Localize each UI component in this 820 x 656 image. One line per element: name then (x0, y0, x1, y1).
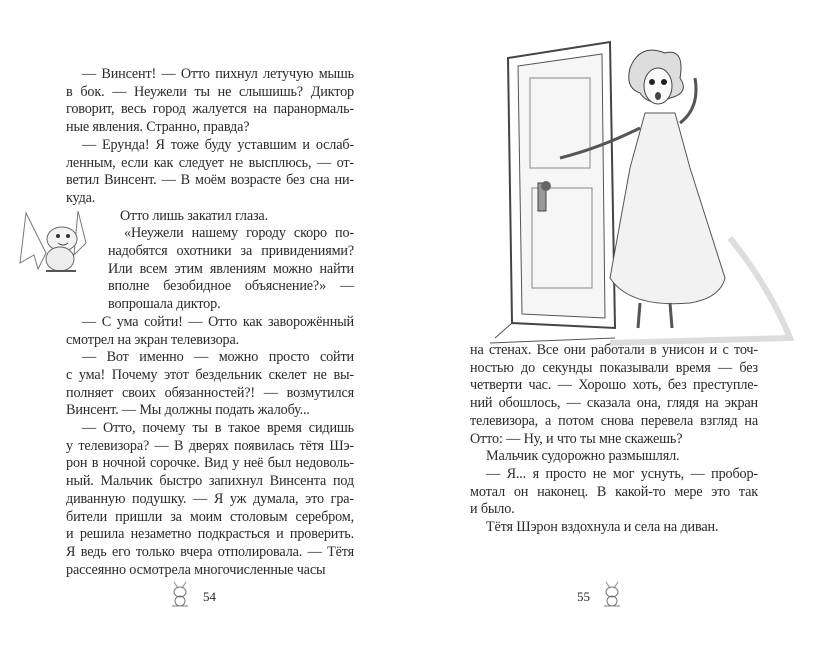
text-line: — Вот именно — можно просто сойти (82, 349, 354, 366)
text-line: и решила незаметно подкрасться и проверить. (66, 526, 354, 543)
page-number: 55 (577, 589, 590, 604)
left-page-text (66, 66, 354, 579)
text-line: — Отто, почему ты в такое время сидишь (82, 420, 354, 437)
text-line: куда. (66, 189, 96, 206)
text-line: Или всем этим явлениям можно найти (108, 260, 354, 277)
door-girl-illustration (490, 38, 800, 348)
text-line: диванную подушку. — Я уж думала, это гра- (66, 490, 354, 507)
paragraph (470, 519, 758, 537)
text-line: вполне безобидное объяснение?» — (108, 278, 354, 295)
text-line: Мальчик судорожно размышлял. (486, 448, 680, 465)
text-line: — Я... я просто не мог уснуть, — пробор- (486, 465, 758, 482)
text-line: — С ума сойти! — Отто как заворожённый (82, 313, 354, 330)
text-line: полняет своих обязанностей?! — возмутился (66, 384, 354, 401)
text-line: Тётя Шэрон вздохнула и села на диван. (486, 519, 719, 536)
text-line: ный. Мальчик быстро запихнул Винсента под (66, 473, 354, 490)
text-line: в бок. — Неужели ты не слышишь? Диктор (66, 83, 354, 100)
text-line: телевизора, а потом снова перевела взгляд на (470, 412, 758, 429)
paragraph (470, 466, 758, 519)
paragraph (66, 420, 354, 579)
right-page (410, 0, 820, 656)
text-line: на стенах. Все они работали в унисон и с точ- (470, 342, 758, 358)
paragraph (470, 342, 758, 448)
page-number: 54 (203, 589, 216, 604)
paragraph (66, 314, 354, 349)
text-line: вопрошала диктор. (108, 296, 221, 313)
text-line: Я ведь его только вчера отполировала. — Тётя (66, 543, 354, 560)
text-line: ний обошлось, — сказала она, глядя на экран (470, 395, 758, 412)
text-line: Отто: — Ну, и что ты мне скажешь? (470, 430, 683, 447)
paragraph (66, 208, 354, 226)
text-line: мотал он наконец. В какой-то мере это так (470, 483, 758, 500)
text-line: ветил Винсент. — В моём возрасте без сна ни- (66, 172, 354, 189)
text-line: ностью до секунды показывали время — без (470, 359, 758, 376)
ornament-figure-icon (168, 578, 192, 608)
paragraph (66, 349, 354, 420)
text-line: ные явления. Странно, правда? (66, 119, 250, 136)
text-line: ленным, если как следует не высплюсь, — от- (66, 154, 354, 171)
text-line: рон в ночной сорочке. Вид у неё был недоволь- (66, 455, 354, 472)
text-line: с ума! Почему этот бездельник скелет не вы- (66, 366, 354, 383)
text-line: говорит, весь город жалуется на паранормаль- (66, 101, 354, 118)
paragraph (66, 137, 354, 208)
paragraph (66, 66, 354, 137)
text-line: рассеянно осмотрела многочисленные часы (66, 561, 326, 578)
text-line: у телевизора? — В дверях появилась тётя Шэ- (66, 437, 354, 454)
paragraph (66, 225, 354, 314)
text-line: надобятся охотники за привидениями? (108, 243, 354, 260)
text-line: — Ерунда! Я тоже буду уставшим и ослаб- (82, 136, 354, 153)
text-line: смотрел на экран телевизора. (66, 331, 240, 348)
paragraph (470, 448, 758, 466)
text-line: и было. (470, 501, 515, 518)
text-line: четверти час. — Хорошо хоть, без преступле- (470, 377, 758, 394)
text-line: «Неужели нашему городу скоро по- (124, 225, 354, 242)
text-line: Винсент. — Мы должны подать жалобу... (66, 402, 310, 419)
ornament-figure-icon (600, 578, 624, 608)
right-page-text (470, 342, 758, 537)
text-line: бители пришли за моим столовым серебром, (66, 508, 354, 525)
text-line: Отто лишь закатил глаза. (120, 207, 268, 224)
text-line: — Винсент! — Отто пихнул летучую мышь (82, 66, 354, 82)
